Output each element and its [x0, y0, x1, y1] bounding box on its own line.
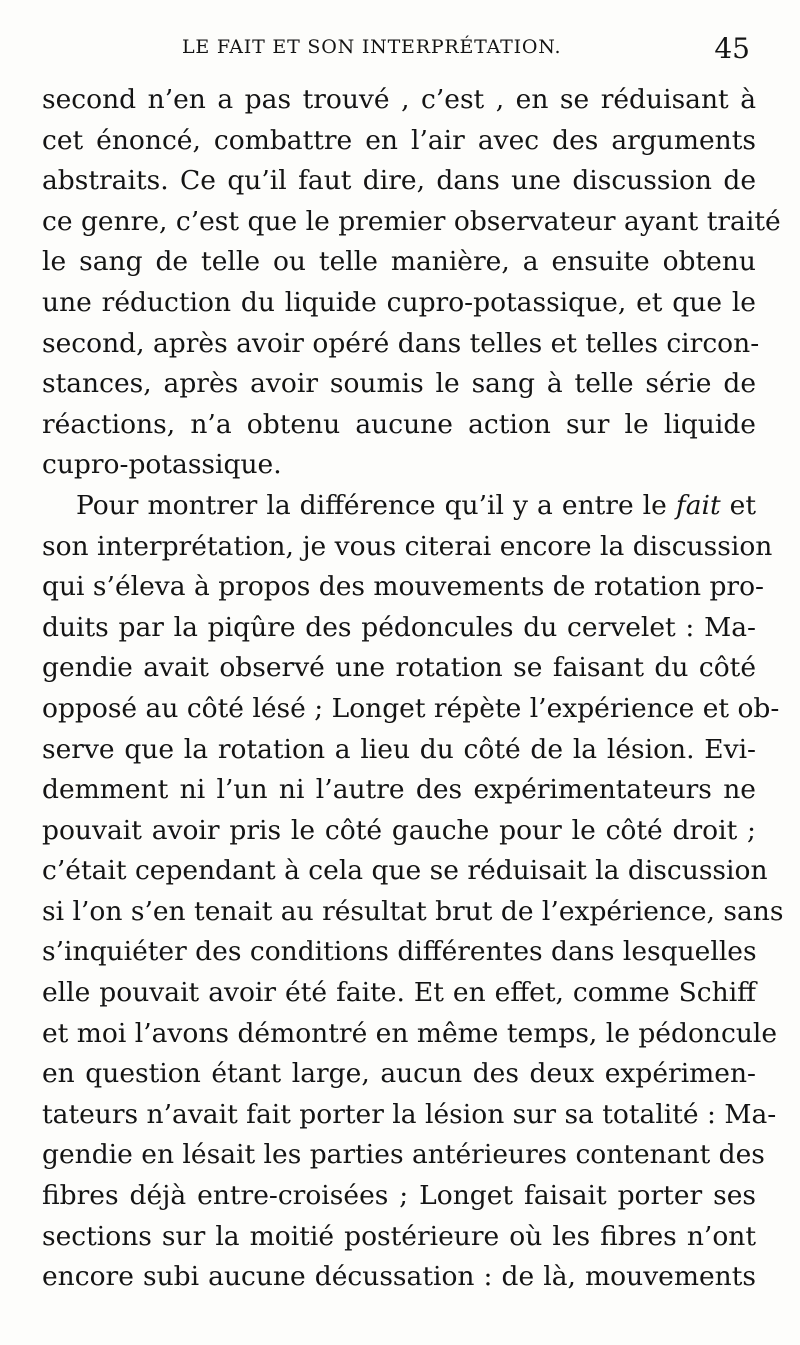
text-line — [42, 973, 756, 1014]
text-line — [42, 80, 756, 121]
text-segment: son interprétation, je vous citerai encore la discussion — [42, 530, 773, 562]
text-segment: réactions, n’a obtenu aucune action sur le liquide — [42, 408, 756, 440]
text-line — [42, 527, 773, 568]
text-segment: c’était cependant à cela que se réduisait la discussion — [42, 855, 768, 887]
text-segment: si l’on s’en tenait au résultat brut de l’expérience, sans — [42, 895, 784, 927]
text-line — [42, 932, 756, 973]
paragraph — [42, 486, 784, 1298]
text-line — [42, 689, 780, 730]
text-segment: serve que la rotation a lieu du côté de la lésion. Evi- — [42, 733, 756, 765]
text-line — [42, 1135, 765, 1176]
text-segment: pouvait avoir pris le côté gauche pour le côté droit ; — [42, 814, 756, 846]
text-segment: stances, après avoir soumis le sang à telle série de — [42, 368, 756, 400]
text-segment: gendie en lésait les parties antérieures contenant des — [42, 1139, 765, 1171]
text-segment: s’inquiéter des conditions différentes dans lesquelles — [42, 936, 757, 968]
text-line — [42, 730, 756, 771]
text-segment: qui s’éleva à propos des mouvements de rotation pro- — [42, 571, 765, 603]
text-segment: cupro-potassique. — [42, 449, 282, 481]
text-segment: sections sur la moitié postérieure où les fibres n’ont — [42, 1220, 756, 1252]
text-line — [42, 567, 765, 608]
text-line — [42, 1054, 756, 1095]
running-title: LE FAIT ET SON INTERPRÉTATION. — [182, 36, 562, 58]
text-segment: une réduction du liquide cupro-potassique, et que le — [42, 286, 756, 318]
text-line — [42, 1095, 777, 1136]
body-text — [42, 80, 784, 1298]
text-segment: ce genre, c’est que le premier observateur ayant traité — [42, 205, 781, 237]
text-line — [42, 202, 781, 243]
text-line — [42, 324, 760, 365]
text-segment: et moi l’avons démontré en même temps, le pédoncule — [42, 1017, 778, 1049]
text-segment: opposé au côté lésé ; Longet répète l’expérience et ob- — [42, 692, 780, 724]
text-line — [42, 486, 756, 527]
text-segment: fibres déjà entre-croisées ; Longet faisait porter ses — [42, 1180, 756, 1212]
text-line — [42, 1176, 756, 1217]
text-line — [42, 242, 756, 283]
text-segment: le sang de telle ou telle manière, a ensuite obtenu — [42, 246, 756, 278]
text-line — [42, 1014, 778, 1055]
paragraph — [42, 80, 781, 486]
text-segment: tateurs n’avait fait porter la lésion sur sa totalité : Ma- — [42, 1098, 777, 1130]
text-segment: et — [720, 489, 756, 521]
text-segment: encore subi aucune décussation : de là, mouvements — [42, 1261, 756, 1293]
text-segment: en question étant large, aucun des deux expérimen- — [42, 1058, 756, 1090]
text-segment: cet énoncé, combattre en l’air avec des arguments — [42, 124, 756, 156]
page-header — [40, 32, 764, 76]
text-segment: second n’en a pas trouvé , c’est , en se réduisant à — [42, 84, 756, 115]
text-line — [42, 364, 756, 405]
text-line — [42, 892, 784, 933]
text-line — [42, 608, 756, 649]
text-line — [42, 851, 768, 892]
text-line — [42, 161, 756, 202]
text-line — [42, 445, 756, 486]
text-segment: gendie avait observé une rotation se faisant du côté — [42, 652, 756, 684]
text-line — [42, 1257, 756, 1298]
text-segment: Pour montrer la différence qu’il y a entre le — [76, 489, 676, 521]
text-segment: elle pouvait avoir été faite. Et en effet, comme Schiff — [42, 977, 756, 1009]
text-segment: fait — [675, 489, 721, 521]
text-line — [42, 811, 756, 852]
text-line — [42, 405, 756, 446]
text-segment: demment ni l’un ni l’autre des expérimentateurs ne — [42, 774, 756, 806]
text-segment: duits par la piqûre des pédoncules du cervelet : Ma- — [42, 611, 756, 643]
text-line — [42, 283, 756, 324]
text-segment: second, après avoir opéré dans telles et telles circon- — [42, 327, 760, 359]
text-line — [42, 1217, 756, 1258]
text-segment: abstraits. Ce qu’il faut dire, dans une discussion de — [42, 165, 756, 197]
text-line — [42, 770, 756, 811]
text-line — [42, 121, 756, 162]
page-number: 45 — [714, 32, 750, 65]
text-line — [42, 648, 756, 689]
